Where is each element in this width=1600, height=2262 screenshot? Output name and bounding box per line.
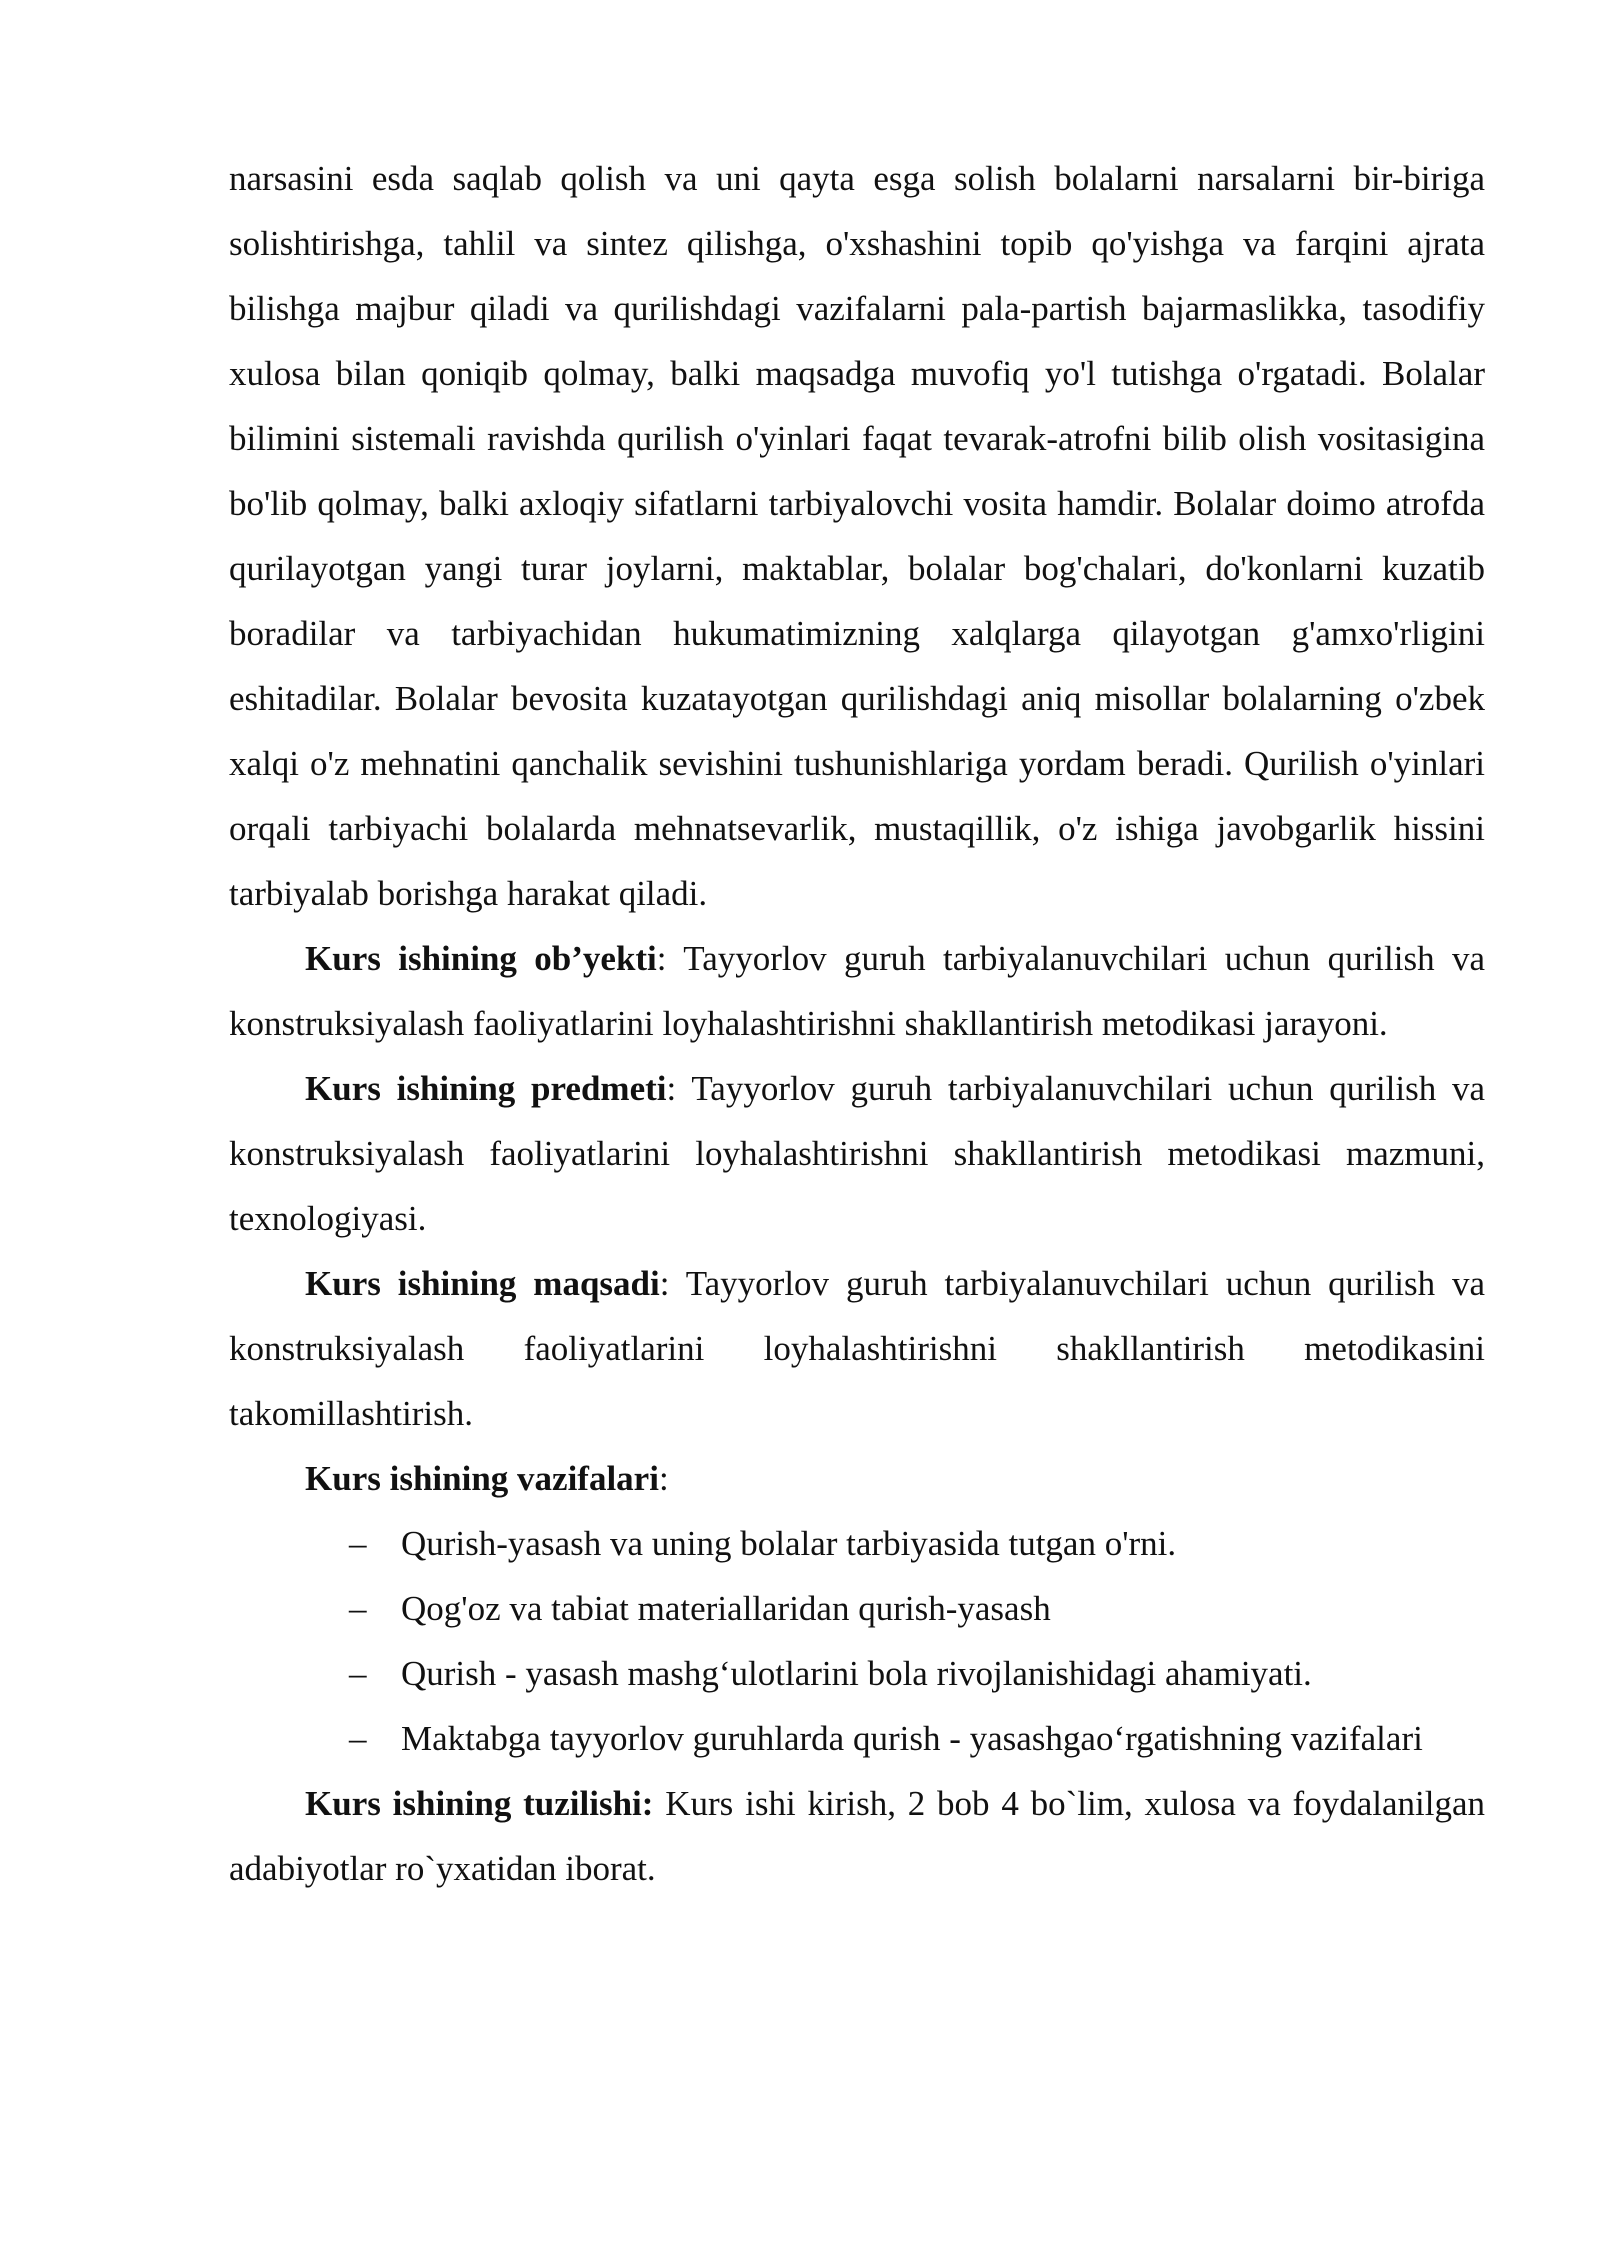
dash-bullet: – <box>349 1654 367 1693</box>
dash-bullet: – <box>349 1719 367 1758</box>
goal-label: Kurs ishining maqsadi <box>305 1264 660 1303</box>
object-label: Kurs ishining ob’yekti <box>305 939 657 978</box>
list-item-text: Maktabga tayyorlov guruhlarda qurish - yasashgao‘rgatishning vazifalari <box>401 1719 1423 1758</box>
list-item <box>229 1511 1485 1576</box>
list-item <box>229 1576 1485 1641</box>
list-item <box>229 1641 1485 1706</box>
intro-paragraph: narsasini esda saqlab qolish va uni qayta esga solish bolalarni narsalarni bir-biriga solishtirishga, tahlil va sintez qilishga, o'xshashini topib qo'yishga va farqini ajrata bilishga majbur qiladi va qurilishdagi vazifalarni pala-partish bajarmaslikka, tasodifiy xulosa bilan qoniqib qolmay, balki maqsadga muvofiq yo'l tutishga o'rgatadi. Bolalar bilimini sistemali ravishda qurilish o'yinlari faqat tevarak-atrofni bilib olish vositasigina bo'lib qolmay, balki axloqiy sifatlarni tarbiyalovchi vosita hamdir. Bolalar doimo atrofda qurilayotgan yangi turar joylarni, maktablar, bolalar bog'chalari, do'konlarni kuzatib boradilar va tarbiyachidan hukumatimizning xalqlarga qilayotgan g'amxo'rligini eshitadilar. Bolalar bevosita kuzatayotgan qurilishdagi aniq misollar bolalarning o'zbek xalqi o'z mehnatini qanchalik sevishini tushunishlariga yordam beradi. Qurilish o'yinlari orqali tarbiyachi bolalarda mehnatsevarlik, mustaqillik, o'z ishiga javobgarlik hissini tarbiyalab borishga harakat qiladi. <box>229 159 1485 913</box>
subject-text: : Tayyorlov guruh tarbiyalanuvchilari uchun qurilish va konstruksiyalash faoliyatlarini loyhalashtirishni shakllantirish metodikasi mazmuni, texnologiyasi. <box>229 1069 1485 1238</box>
structure-text: Kurs ishi kirish, 2 bob 4 bo`lim, xulosa va foydalanilgan adabiyotlar ro`yxatidan iborat. <box>229 1784 1485 1888</box>
dash-bullet: – <box>349 1524 367 1563</box>
tasks-label: Kurs ishining vazifalari <box>305 1459 659 1498</box>
goal-paragraph <box>229 1251 1485 1446</box>
list-item <box>229 1706 1485 1771</box>
document-body <box>229 146 1485 1901</box>
object-text: : Tayyorlov guruh tarbiyalanuvchilari uchun qurilish va konstruksiyalash faoliyatlarini loyhalashtirishni shakllantirish metodikasi jarayoni. <box>229 939 1485 1043</box>
list-item-text: Qurish - yasash mashg‘ulotlarini bola rivojlanishidagi ahamiyati. <box>401 1654 1312 1693</box>
tasks-heading <box>229 1446 1485 1511</box>
structure-paragraph <box>229 1771 1485 1901</box>
list-item-text: Qurish-yasash va uning bolalar tarbiyasida tutgan o'rni. <box>401 1524 1177 1563</box>
object-paragraph <box>229 926 1485 1056</box>
subject-paragraph <box>229 1056 1485 1251</box>
goal-text: : Tayyorlov guruh tarbiyalanuvchilari uchun qurilish va konstruksiyalash faoliyatlarini loyhalashtirishni shakllantirish metodikasini takomillashtirish. <box>229 1264 1485 1433</box>
structure-label: Kurs ishining tuzilishi: <box>305 1784 654 1823</box>
subject-label: Kurs ishining predmeti <box>305 1069 667 1108</box>
list-item-text: Qog'oz va tabiat materiallaridan qurish-yasash <box>401 1589 1051 1628</box>
tasks-colon: : <box>658 1459 669 1498</box>
dash-bullet: – <box>349 1589 367 1628</box>
tasks-list <box>229 1511 1485 1771</box>
